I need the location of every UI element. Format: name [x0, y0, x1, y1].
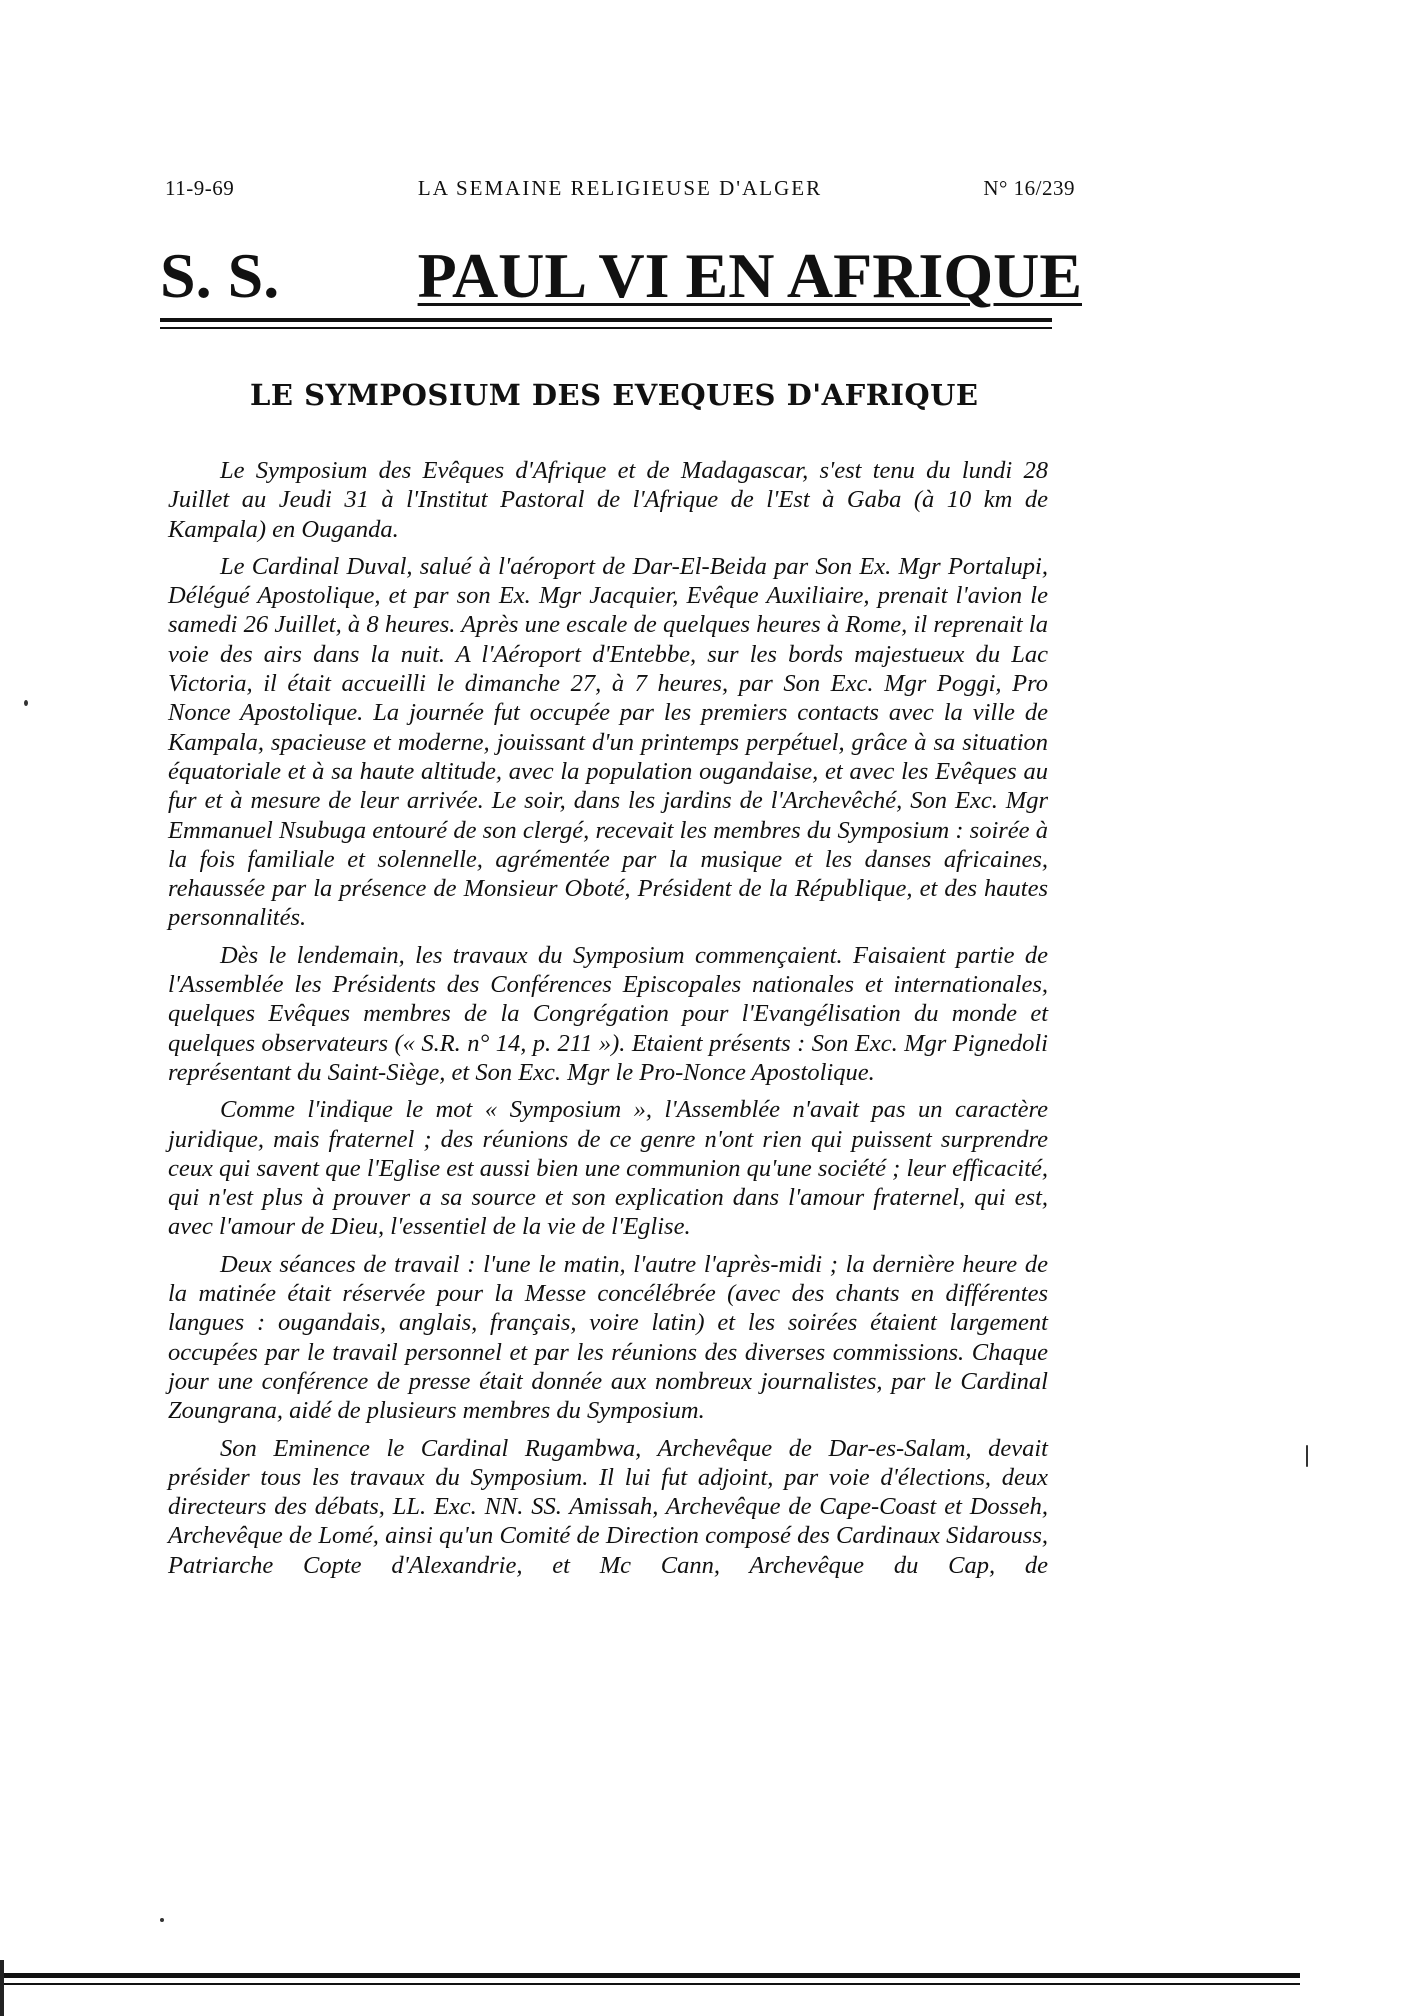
article-body [168, 456, 1048, 1580]
main-title-text: PAUL VI EN AFRIQUE [417, 240, 1082, 311]
publication-title: LA SEMAINE RELIGIEUSE D'ALGER [417, 176, 823, 200]
issue-number: N° 16/239 [983, 176, 1075, 200]
main-title [160, 238, 1082, 314]
paragraph: Comme l'indique le mot « Symposium », l'Assemblée n'avait pas un caractère juridique, mais fraternel ; des réunions de ce genre n'ont rien qui puissent surprendre ceux qui savent que l'Eglise est aussi bien une communion qu'une société ; leur efficacité, qui n'est plus à prouver a sa source et son explication dans l'amour fraternel, qui est, avec l'amour de Dieu, l'essentiel de la vie de l'Eglise. [168, 1096, 1048, 1241]
main-title-prefix: S. S. [160, 240, 280, 311]
scan-speck [160, 1918, 164, 1922]
scan-speck [1306, 1445, 1308, 1467]
paragraph: Deux séances de travail : l'une le matin, l'autre l'après-midi ; la dernière heure de la matinée était réservée pour la Messe concélébrée (avec des chants en différentes langues : ougandais, anglais, français, voire latin) et les soirées étaient largement occupées par le travail personnel et par les réunions des diverses commissions. Chaque jour une conférence de presse était donnée aux nombreux journalistes, par le Cardinal Zoungrana, aidé de plusieurs membres du Symposium. [168, 1250, 1048, 1425]
paragraph: Son Eminence le Cardinal Rugambwa, Archevêque de Dar-es-Salam, devait présider tous les travaux du Symposium. Il lui fut adjoint, par voie d'élections, deux directeurs des débats, LL. Exc. NN. SS. Amissah, Archevêque de Cape-Coast et Dosseh, Archevêque de Lomé, ainsi qu'un Comité de Direction composé des Cardinaux Sidarouss, Patriarche Copte d'Alexandrie, et Mc Cann, Archevêque du Cap, de [168, 1434, 1048, 1579]
paragraph: Le Symposium des Evêques d'Afrique et de Madagascar, s'est tenu du lundi 28 Juillet au Jeudi 31 à l'Institut Pastoral de l'Afrique de l'Est à Gaba (à 10 km de Kampala) en Ouganda. [168, 457, 1048, 543]
bottom-border-thin [0, 1983, 1300, 1985]
running-header [165, 176, 1075, 206]
title-rule-thick [160, 318, 1052, 322]
paragraph: Dès le lendemain, les travaux du Symposium commençaient. Faisaient partie de l'Assemblée les Présidents des Conférences Episcopales nationales et internationales, quelques Evêques membres de la Congrégation pour l'Evangélisation du monde et quelques observateurs (« S.R. n° 14, p. 211 »). Etaient présents : Son Exc. Mgr Pignedoli représentant du Saint-Siège, et Son Exc. Mgr le Pro-Nonce Apostolique. [168, 941, 1048, 1086]
bottom-border-thick [0, 1973, 1300, 1978]
paragraph: Le Cardinal Duval, salué à l'aéroport de Dar-El-Beida par Son Ex. Mgr Portalupi, Délégué Apostolique, et par son Ex. Mgr Jacquier, Evêque Auxiliaire, prenait l'avion le samedi 26 Juillet, à 8 heures. Après une escale de quelques heures à Rome, il reprenait la voie des airs dans la nuit. A l'Aéroport d'Entebbe, sur les bords majestueux du Lac Victoria, il était accueilli le dimanche 27, à 7 heures, par Son Exc. Mgr Poggi, Pro Nonce Apostolique. La journée fut occupée par les premiers contacts avec la ville de Kampala, spacieuse et moderne, jouissant d'un printemps perpétuel, grâce à sa situation équatoriale et à sa haute altitude, avec la population ougandaise, et avec les Evêques au fur et à mesure de leur arrivée. Le soir, dans les jardins de l'Archevêché, Son Exc. Mgr Emmanuel Nsubuga entouré de son clergé, recevait les membres du Symposium : soirée à la fois familiale et solennelle, agrémentée par la musique et les danses africaines, rehaussée par la présence de Monsieur Oboté, Président de la République, et des hautes personnalités. [168, 552, 1048, 932]
issue-date: 11-9-69 [165, 176, 235, 200]
scan-speck [24, 700, 28, 706]
page-edge-mark [0, 1960, 4, 2016]
title-rule-thin [160, 327, 1052, 329]
section-heading: LE SYMPOSIUM DES EVEQUES D'AFRIQUE [250, 378, 979, 412]
